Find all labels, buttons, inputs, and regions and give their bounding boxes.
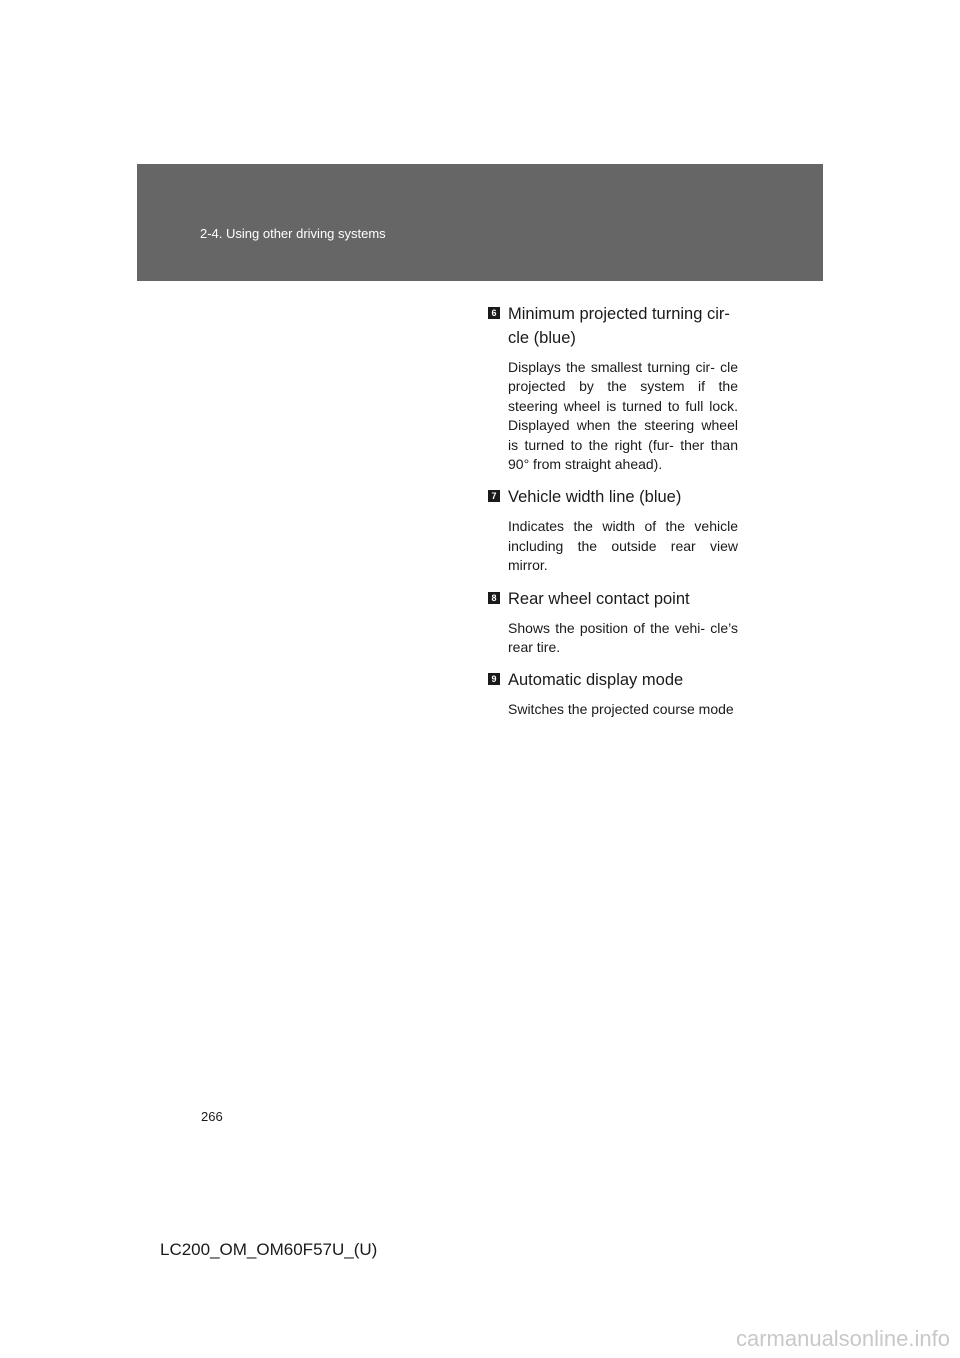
watermark: carmanualsonline.info — [735, 1326, 950, 1351]
item-description: Displays the smallest turning cir- cle projected by the system if the steering wheel is turned to full lock. Displayed when the steering wheel is turned to the right (fur- ther than 90° from straight ahead). — [508, 359, 738, 473]
header-band — [137, 164, 823, 281]
section-title: 2-4. Using other driving systems — [200, 226, 386, 241]
item-description: Indicates the width of the vehicle including the outside rear view mirror. — [508, 518, 738, 574]
number-badge: 6 — [488, 307, 500, 319]
item-title: Rear wheel contact point — [508, 589, 690, 608]
item-heading — [488, 587, 738, 611]
item-heading — [488, 485, 738, 509]
item-title-line: cle (blue) — [508, 329, 576, 347]
item-title-line: Minimum projected turning cir- — [508, 305, 730, 323]
item-title: Vehicle width line (blue) — [508, 488, 682, 507]
item-heading — [488, 302, 738, 350]
content-column — [488, 302, 738, 720]
page-number: 266 — [201, 1109, 223, 1124]
document-id: LC200_OM_OM60F57U_(U) — [160, 1240, 378, 1259]
list-item — [488, 587, 738, 658]
number-badge: 8 — [488, 592, 500, 604]
item-description: Shows the position of the vehi- cle’s rear tire. — [508, 619, 738, 656]
item-title: Automatic display mode — [508, 671, 684, 690]
list-item — [488, 485, 738, 575]
list-item — [488, 668, 738, 719]
item-description: Switches the projected course mode — [508, 701, 734, 718]
item-title — [508, 302, 730, 350]
item-heading — [488, 668, 738, 692]
number-badge: 9 — [488, 673, 500, 685]
list-item — [488, 302, 738, 474]
number-badge: 7 — [488, 490, 500, 502]
